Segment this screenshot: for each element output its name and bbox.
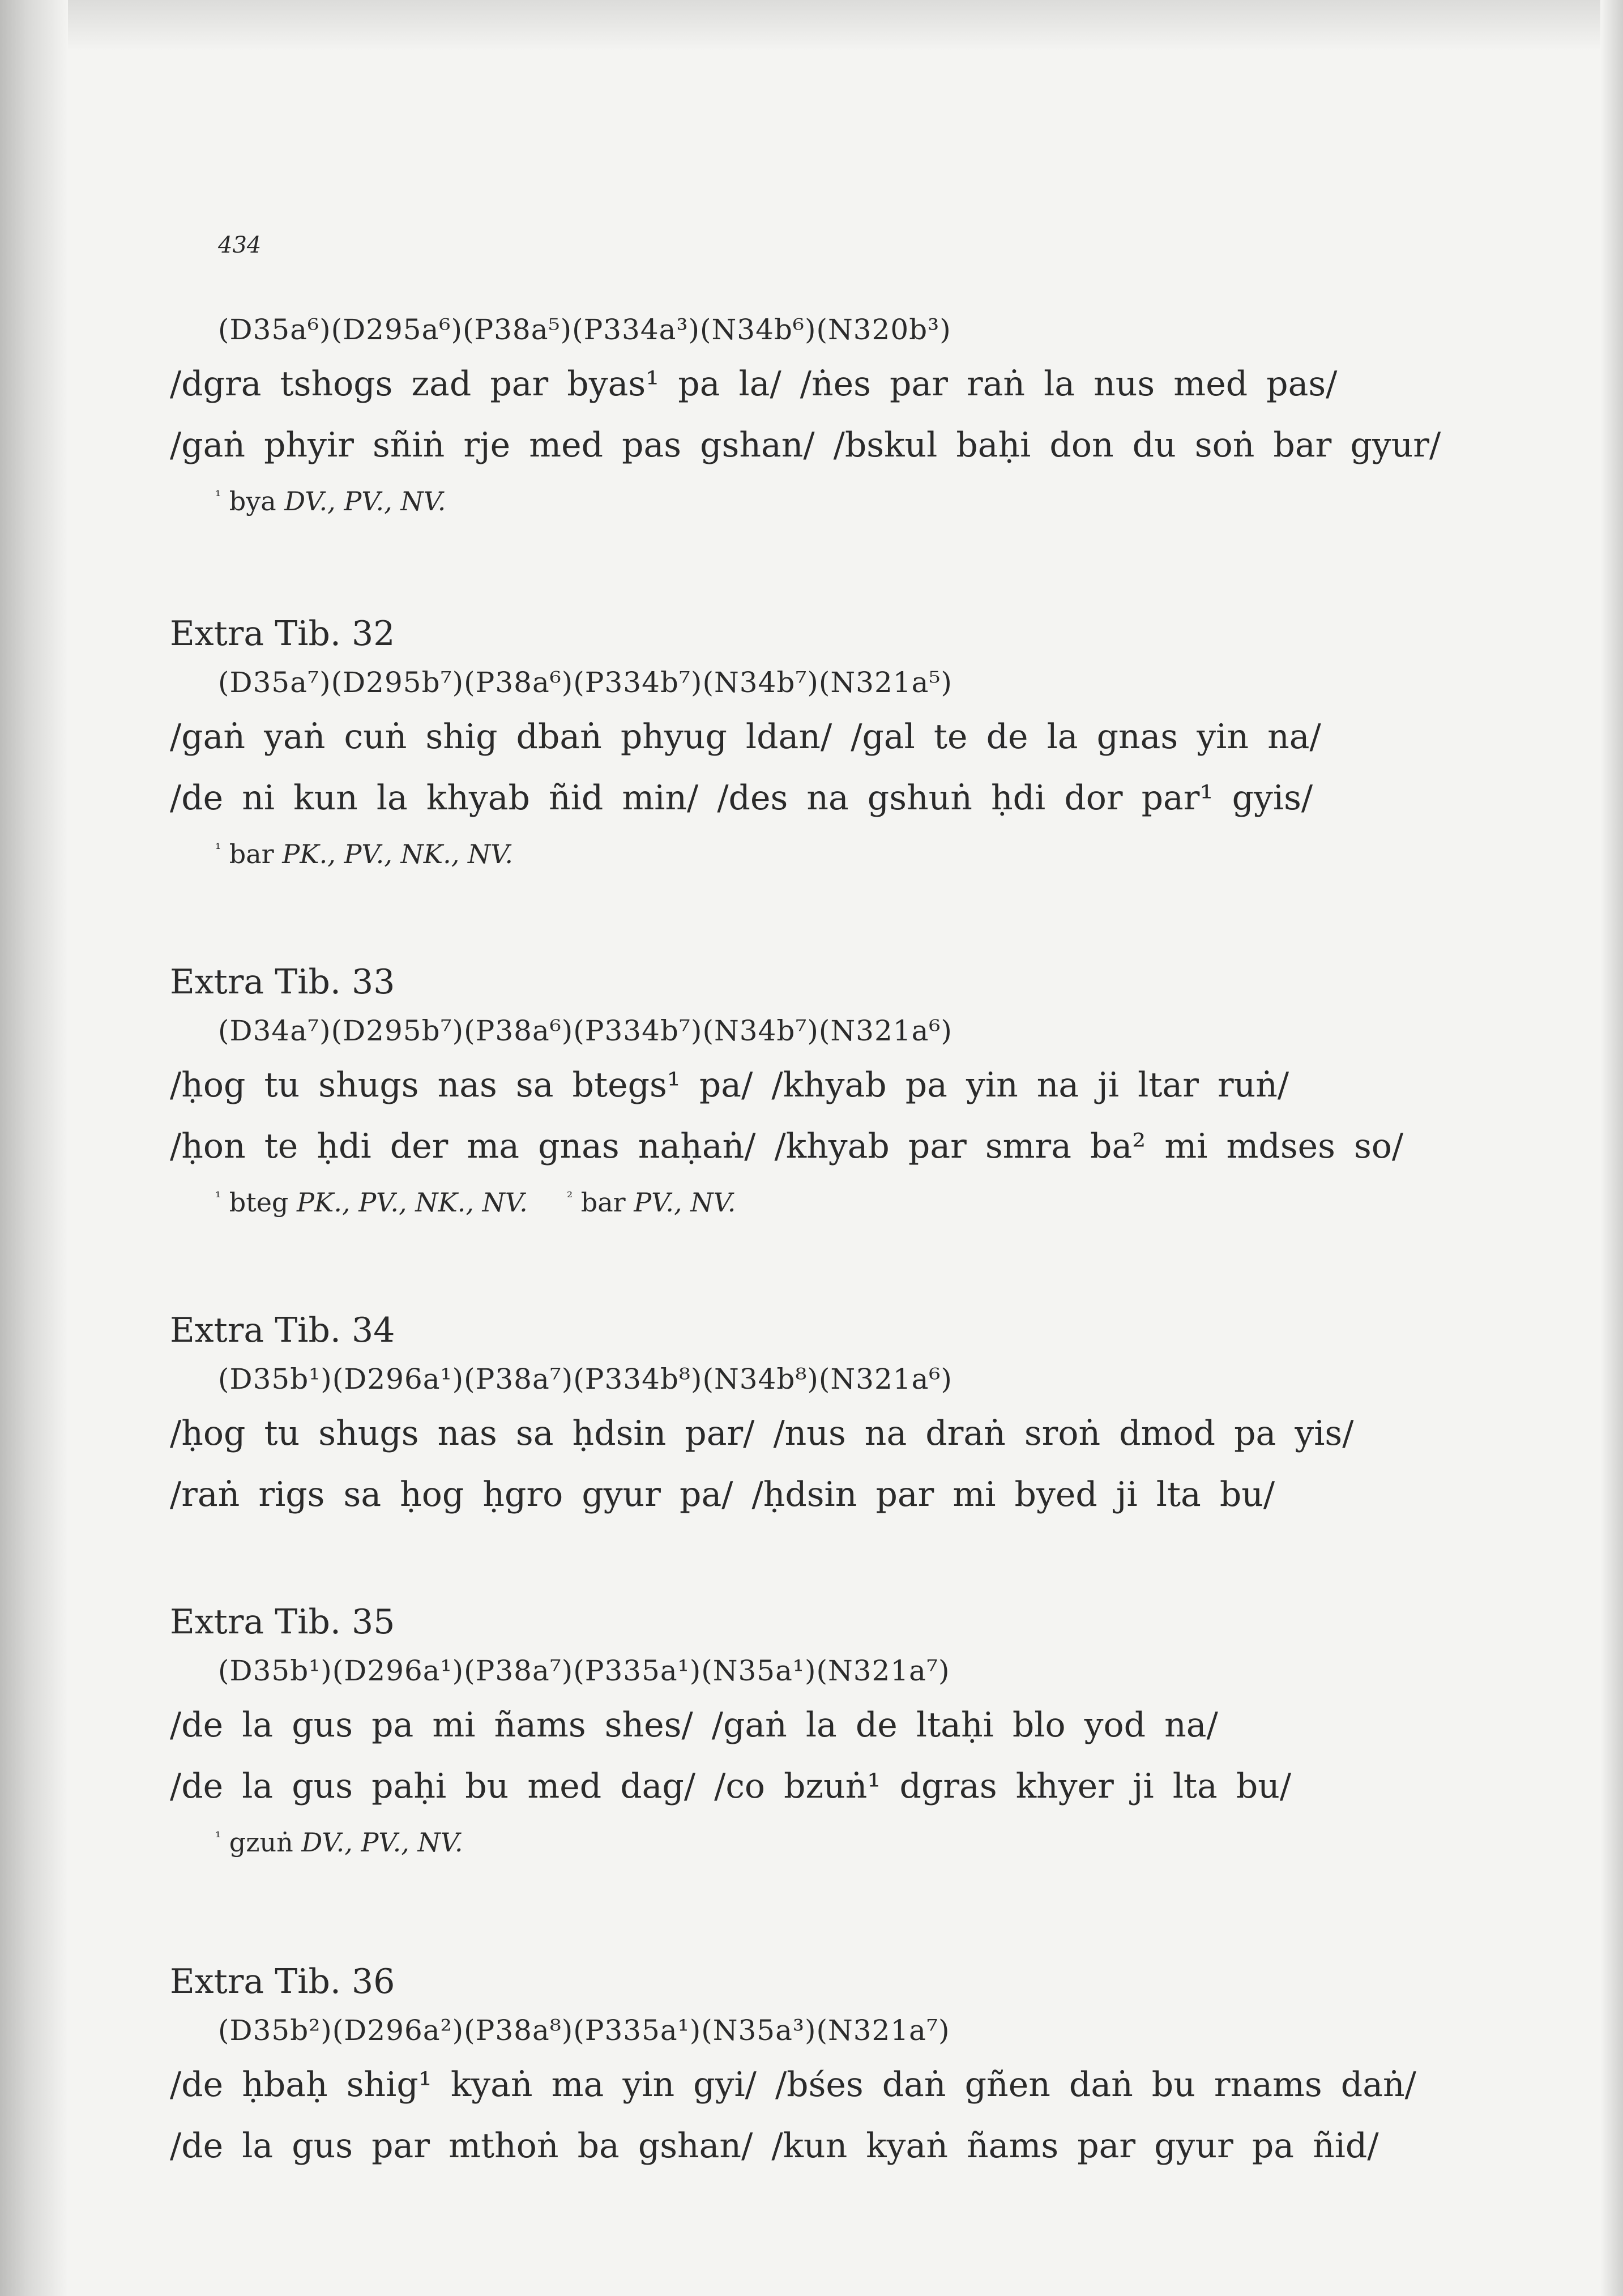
section-heading: Extra Tib. 33 [170, 962, 395, 1002]
section-extra-tib-35 [170, 1597, 1472, 1868]
footnote-sources: PK., PV., NK., NV. [282, 839, 513, 869]
footnote-reading: gzuṅ [229, 1827, 293, 1858]
verse-line: /ḥon te ḥdi der ma gnas naḥaṅ/ /khyab par smra ba² mi mdses so/ [170, 1126, 1404, 1166]
footnote [170, 829, 1472, 880]
manuscript-refs: (D35a⁶)(D295a⁶)(P38a⁵)(P334a³)(N34b⁶)(N320b³) [218, 313, 951, 346]
footnote-mark: ¹ [215, 1829, 221, 1846]
footnote [170, 1817, 1472, 1868]
verse-line: /ḥog tu shugs nas sa ḥdsin par/ /nus na draṅ sroṅ dmod pa yis/ [170, 1414, 1354, 1453]
verse-line: /gaṅ yaṅ cuṅ shig dbaṅ phyug ldan/ /gal te de la gnas yin na/ [170, 717, 1321, 757]
section-heading: Extra Tib. 35 [170, 1602, 395, 1642]
section-continuation [170, 306, 1472, 527]
footnote-reading: bar [229, 839, 274, 869]
page-number: 434 [218, 232, 262, 258]
footnote-mark: ¹ [215, 840, 221, 857]
section-heading: Extra Tib. 36 [170, 1962, 395, 2001]
scan-shadow-left [0, 0, 68, 2296]
section-extra-tib-33 [170, 957, 1472, 1228]
footnote-sources: DV., PV., NV. [284, 486, 446, 517]
footnote [170, 476, 1472, 527]
manuscript-refs: (D35a⁷)(D295b⁷)(P38a⁶)(P334b⁷)(N34b⁷)(N321a⁵) [218, 666, 953, 699]
verse-line: /dgra tshogs zad par byas¹ pa la/ /ṅes par raṅ la nus med pas/ [170, 364, 1338, 404]
footnote-reading: bar [580, 1187, 626, 1218]
section-extra-tib-34 [170, 1305, 1472, 1525]
scan-shadow-top [0, 0, 1623, 51]
footnote-reading: bteg [229, 1187, 289, 1218]
verse-line: /de la gus pa mi ñams shes/ /gaṅ la de ltaḥi blo yod na/ [170, 1705, 1218, 1745]
footnote-sources: DV., PV., NV. [301, 1827, 463, 1858]
verse-line: /ḥog tu shugs nas sa btegs¹ pa/ /khyab pa yin na ji ltar ruṅ/ [170, 1065, 1289, 1105]
footnote-sources: PK., PV., NK., NV. [297, 1187, 528, 1218]
footnote-reading: bya [229, 486, 276, 517]
section-extra-tib-36 [170, 1957, 1472, 2176]
manuscript-refs: (D35b²)(D296a²)(P38a⁸)(P335a¹)(N35a³)(N321a⁷) [218, 2014, 950, 2047]
manuscript-refs: (D35b¹)(D296a¹)(P38a⁷)(P335a¹)(N35a¹)(N321a⁷) [218, 1654, 950, 1687]
verse-line: /gaṅ phyir sñiṅ rje med pas gshan/ /bskul baḥi don du soṅ bar gyur/ [170, 425, 1441, 465]
verse-line: /de la gus paḥi bu med dag/ /co bzuṅ¹ dgras khyer ji lta bu/ [170, 1766, 1292, 1806]
manuscript-refs: (D35b¹)(D296a¹)(P38a⁷)(P334b⁸)(N34b⁸)(N321a⁶) [218, 1363, 953, 1395]
verse-line: /de la gus par mthoṅ ba gshan/ /kun kyaṅ ñams par gyur pa ñid/ [170, 2126, 1379, 2166]
section-heading: Extra Tib. 32 [170, 614, 395, 654]
verse-line: /de ḥbaḥ shig¹ kyaṅ ma yin gyi/ /bśes daṅ gñen daṅ bu rnams daṅ/ [170, 2065, 1416, 2105]
verse-line: /raṅ rigs sa ḥog ḥgro gyur pa/ /ḥdsin par mi byed ji lta bu/ [170, 1475, 1275, 1514]
footnote-sources: PV., NV. [634, 1187, 736, 1218]
section-extra-tib-32 [170, 609, 1472, 880]
footnote-mark: ¹ [215, 488, 221, 505]
footnote-mark: ¹ [215, 1189, 221, 1206]
footnote-mark: ² [566, 1189, 573, 1206]
manuscript-refs: (D34a⁷)(D295b⁷)(P38a⁶)(P334b⁷)(N34b⁷)(N321a⁶) [218, 1014, 953, 1047]
scan-shadow-right [1600, 0, 1623, 2296]
section-heading: Extra Tib. 34 [170, 1311, 395, 1350]
footnote [170, 1177, 1472, 1228]
verse-line: /de ni kun la khyab ñid min/ /des na gshuṅ ḥdi dor par¹ gyis/ [170, 778, 1313, 818]
